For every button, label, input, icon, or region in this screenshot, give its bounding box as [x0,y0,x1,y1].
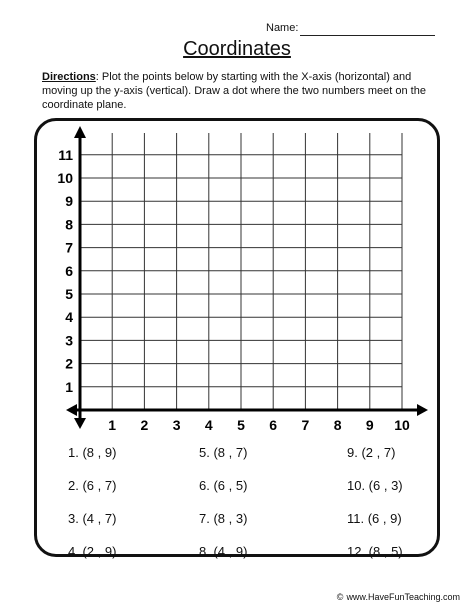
x-arrow-left-icon [66,404,77,416]
x-axis-label: 7 [301,417,310,433]
directions-lead: Directions [42,71,96,83]
x-axis-label: 5 [237,417,245,433]
x-axis-label: 8 [333,417,342,433]
problem-item: 3. (4 , 7) [68,511,117,526]
problem-list [0,445,474,565]
y-arrow-up-icon [74,126,86,138]
y-axis-labels [57,147,73,395]
y-axis-label: 4 [65,309,73,326]
axes [66,126,428,429]
directions-text: : Plot the points below by starting with the X-axis (horizontal) and moving up the y-axis (vertical). Draw a dot where the two numbers meet on the coordinate plane. [42,71,426,111]
problem-item: 1. (8 , 9) [68,445,117,460]
problem-item: 9. (2 , 7) [347,445,396,460]
x-arrow-right-icon [417,404,428,416]
x-axis-label: 10 [394,417,410,433]
page-title: Coordinates [183,38,291,60]
problem-item: 8. (4 , 9) [199,544,248,559]
y-axis-label: 10 [57,170,73,186]
y-axis-label: 9 [65,193,73,210]
x-axis-labels [108,417,410,433]
x-axis-label: 9 [365,417,374,433]
x-axis-label: 1 [108,417,117,433]
x-axis-label: 4 [204,417,213,433]
y-axis-label: 1 [65,378,73,395]
y-axis-label: 2 [65,355,73,372]
problem-item: 2. (6 , 7) [68,478,117,493]
x-axis-label: 6 [269,417,278,433]
y-axis-label: 7 [65,239,73,256]
problem-item: 7. (8 , 3) [199,511,248,526]
y-axis-label: 11 [58,146,73,163]
footer-site: www.HaveFunTeaching.com [346,592,460,602]
problem-item: 4. (2 , 9) [68,544,117,559]
problem-item: 12. (8 , 5) [347,544,403,559]
copyright-icon: © [336,592,344,602]
y-arrow-down-icon [74,418,86,429]
footer [0,592,460,602]
problem-item: 11. (6 , 9) [347,511,402,526]
y-axis-label: 5 [65,286,73,302]
y-axis-label: 6 [65,262,73,279]
y-axis-label: 3 [65,332,73,349]
name-label: Name: [266,22,299,34]
problem-item: 10. (6 , 3) [347,478,403,493]
x-axis-label: 3 [172,417,181,433]
grid-lines [80,133,402,410]
problem-item: 5. (8 , 7) [199,445,248,460]
y-axis-label: 8 [65,216,73,233]
x-axis-label: 2 [140,417,149,433]
problem-item: 6. (6 , 5) [199,478,248,493]
